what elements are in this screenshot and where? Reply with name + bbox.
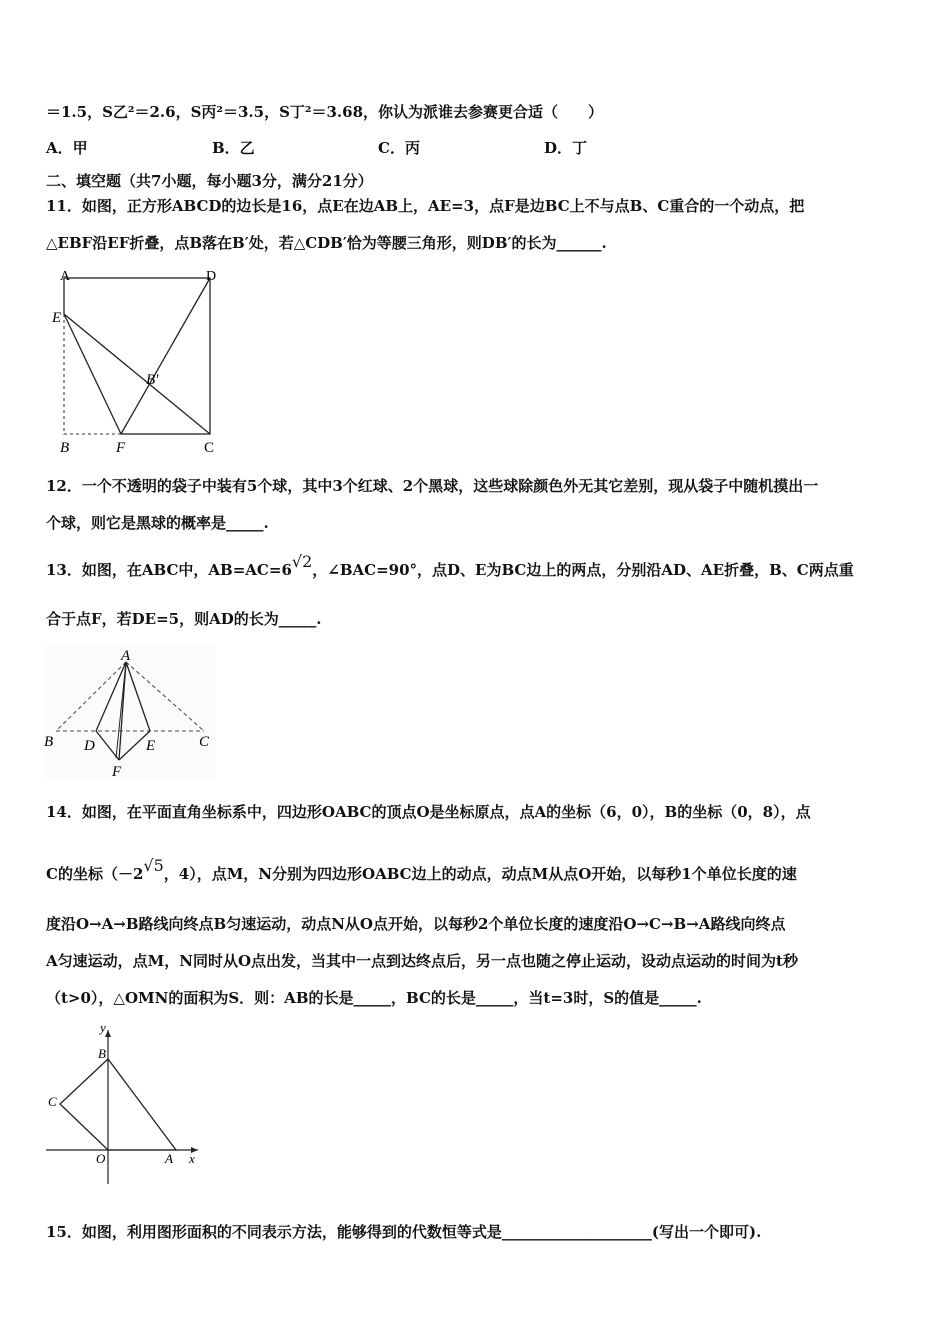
label-e: E bbox=[146, 738, 156, 754]
q13-text-b: ，∠BAC=90°，点D、E为BC边上的两点，分别沿AD、AE折叠，B、C两点重 bbox=[312, 561, 854, 579]
label-d: D bbox=[206, 269, 217, 284]
q10-text: ＝1.5，S乙²＝2.6，S丙²＝3.5，S丁²＝3.68，你认为派谁去参赛更合适（ ） bbox=[46, 103, 604, 121]
label-f: F bbox=[116, 440, 126, 456]
q12-text-line1: 12．一个不透明的袋子中装有5个球，其中3个红球、2个黑球，这些球除颜色外无其它差别，现从袋子中随机摸出一 bbox=[46, 477, 819, 495]
q13-sqrt: √2 bbox=[291, 552, 313, 571]
label-b: B bbox=[60, 440, 70, 456]
label-c: C bbox=[199, 734, 210, 750]
y-axis-arrow bbox=[105, 1030, 111, 1037]
label-x: x bbox=[189, 1151, 195, 1166]
q11-text-line1: 11．如图，正方形ABCD的边长是16，点E在边AB上，AE=3，点F是边BC上不与点B、C重合的一个动点，把 bbox=[46, 197, 805, 215]
q14-text-line3: 度沿O→A→B路线向终点B匀速运动，动点N从O点开始，以每秒2个单位长度的速度沿O→C→B→A路线向终点 bbox=[46, 915, 786, 933]
q13-text-a: 13．如图，在ABC中，AB=AC=6 bbox=[46, 561, 292, 579]
q14-text-b: ，4），点M，N分别为四边形OABC边上的动点，动点M从点O开始，以每秒1个单位长度的速 bbox=[163, 865, 797, 883]
q12-text-line2: 个球，则它是黑球的概率是_____. bbox=[46, 514, 269, 532]
q13-text-line1 bbox=[46, 552, 854, 580]
q15-text: 15．如图，利用图形面积的不同表示方法，能够得到的代数恒等式是____________________(写出一个即可). bbox=[46, 1223, 762, 1241]
q14-text-line1: 14．如图，在平面直角坐标系中，四边形OABC的顶点O是坐标原点，点A的坐标（6，0），B的坐标（0，8），点 bbox=[46, 803, 811, 821]
section-title: 二、填空题（共7小题，每小题3分，满分21分） bbox=[46, 172, 373, 190]
q14-text-line4: A匀速运动，点M，N同时从O点出发，当其中一点到达终点后，另一点也随之停止运动，设动点运动的时间为t秒 bbox=[46, 952, 798, 970]
label-e: E bbox=[52, 310, 62, 326]
label-c: C bbox=[204, 440, 215, 456]
q11-figure bbox=[44, 266, 234, 458]
label-o: O bbox=[96, 1151, 106, 1166]
q10-option-d: D．丁 bbox=[544, 139, 588, 157]
label-a: A bbox=[121, 648, 131, 664]
label-b-prime: B′ bbox=[146, 372, 159, 388]
q10-option-b: B．乙 bbox=[212, 139, 255, 157]
label-f: F bbox=[112, 764, 122, 780]
segment-ef bbox=[64, 314, 121, 434]
label-c: C bbox=[48, 1094, 57, 1109]
label-a: A bbox=[165, 1151, 173, 1166]
label-a: A bbox=[60, 269, 71, 284]
q13-figure bbox=[44, 646, 216, 780]
q14-text-a: C的坐标（－2 bbox=[46, 865, 144, 883]
q10-option-a: A．甲 bbox=[46, 139, 88, 157]
q14-figure bbox=[40, 1020, 205, 1188]
label-b: B bbox=[44, 734, 54, 750]
segment-fd bbox=[121, 278, 210, 434]
q14-sqrt: √5 bbox=[143, 856, 164, 875]
q10-option-c: C．丙 bbox=[378, 139, 420, 157]
quadrilateral-oabc bbox=[60, 1059, 176, 1150]
q13-text-line2: 合于点F，若DE=5，则AD的长为_____. bbox=[46, 610, 322, 628]
segment-ec bbox=[64, 314, 210, 434]
q14-text-line5: （t>0），△OMN的面积为S．则：AB的长是_____，BC的长是_____，当t=3时，S的值是_____. bbox=[46, 989, 702, 1007]
label-y: y bbox=[100, 1020, 106, 1035]
q11-text-line2: △EBF沿EF折叠，点B落在B′处，若△CDB′恰为等腰三角形，则DB′的长为______. bbox=[46, 234, 607, 252]
square-abcd bbox=[64, 278, 210, 434]
label-d: D bbox=[84, 738, 95, 754]
q14-text-line2 bbox=[46, 856, 797, 884]
label-b: B bbox=[98, 1046, 106, 1061]
